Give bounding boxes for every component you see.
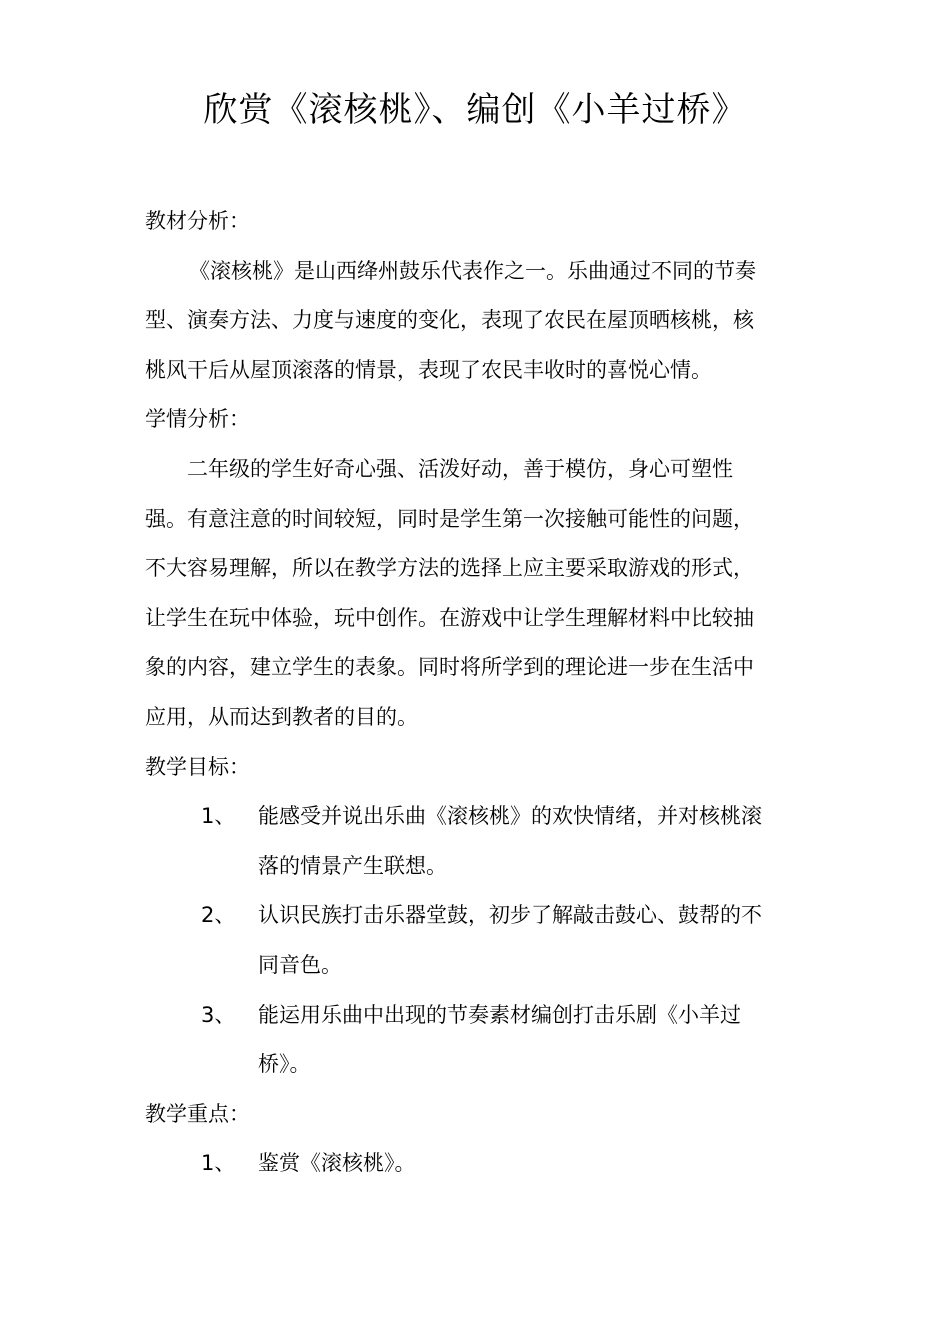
paragraph-line: 强。有意注意的时间较短，同时是学生第一次接触可能性的问题， xyxy=(145,506,754,531)
list-item-number: 1、 xyxy=(201,804,236,829)
list-item-text: 能感受并说出乐曲《滚核桃》的欢快情绪，并对核桃滚 xyxy=(258,804,762,829)
section-heading-material: 教材分析： xyxy=(145,209,250,233)
list-item-continuation xyxy=(145,842,797,892)
list-item-number: 2、 xyxy=(201,903,236,928)
section-heading-students: 学情分析： xyxy=(145,407,250,432)
paragraph-line: 象的内容，建立学生的表象。同时将所学到的理论进一步在生活中 xyxy=(145,655,754,680)
list-item-continuation xyxy=(145,941,797,991)
list-item-text: 落的情景产生联想。 xyxy=(258,853,447,878)
list-item-text: 同音色。 xyxy=(258,952,342,977)
list-item xyxy=(145,1139,797,1189)
list-item-text: 认识民族打击乐器堂鼓，初步了解敲击鼓心、鼓帮的不 xyxy=(258,903,762,928)
list-item xyxy=(145,991,797,1041)
document-body xyxy=(145,197,797,1189)
list-item-text: 鉴赏《滚核桃》。 xyxy=(258,1151,416,1176)
paragraph-line: 二年级的学生好奇心强、活泼好动，善于模仿，身心可塑性 xyxy=(187,456,733,481)
list-item xyxy=(145,792,797,842)
paragraph-line: 让学生在玩中体验，玩中创作。在游戏中让学生理解材料中比较抽 xyxy=(145,605,754,630)
paragraph-line: 《滚核桃》是山西绛州鼓乐代表作之一。乐曲通过不同的节奏 xyxy=(189,258,756,283)
paragraph-line: 应用，从而达到教者的目的。 xyxy=(145,704,418,729)
list-item-text: 桥》。 xyxy=(258,1052,311,1077)
paragraph-line: 型、演奏方法、力度与速度的变化，表现了农民在屋顶晒核桃，核 xyxy=(145,308,754,333)
list-item xyxy=(145,891,797,941)
section-heading-goals: 教学目标： xyxy=(145,754,250,779)
list-item-continuation xyxy=(145,1040,797,1090)
list-item-text: 能运用乐曲中出现的节奏素材编创打击乐剧《小羊过 xyxy=(258,1002,741,1027)
list-item-number: 3、 xyxy=(201,1002,236,1027)
paragraph-line: 桃风干后从屋顶滚落的情景，表现了农民丰收时的喜悦心情。 xyxy=(145,357,712,382)
section-heading-focus: 教学重点： xyxy=(145,1101,250,1126)
document-title: 欣赏《滚核桃》、编创《小羊过桥》 xyxy=(203,90,747,130)
list-item-number: 1、 xyxy=(201,1151,236,1176)
paragraph-line: 不大容易理解，所以在教学方法的选择上应主要采取游戏的形式， xyxy=(145,556,754,581)
